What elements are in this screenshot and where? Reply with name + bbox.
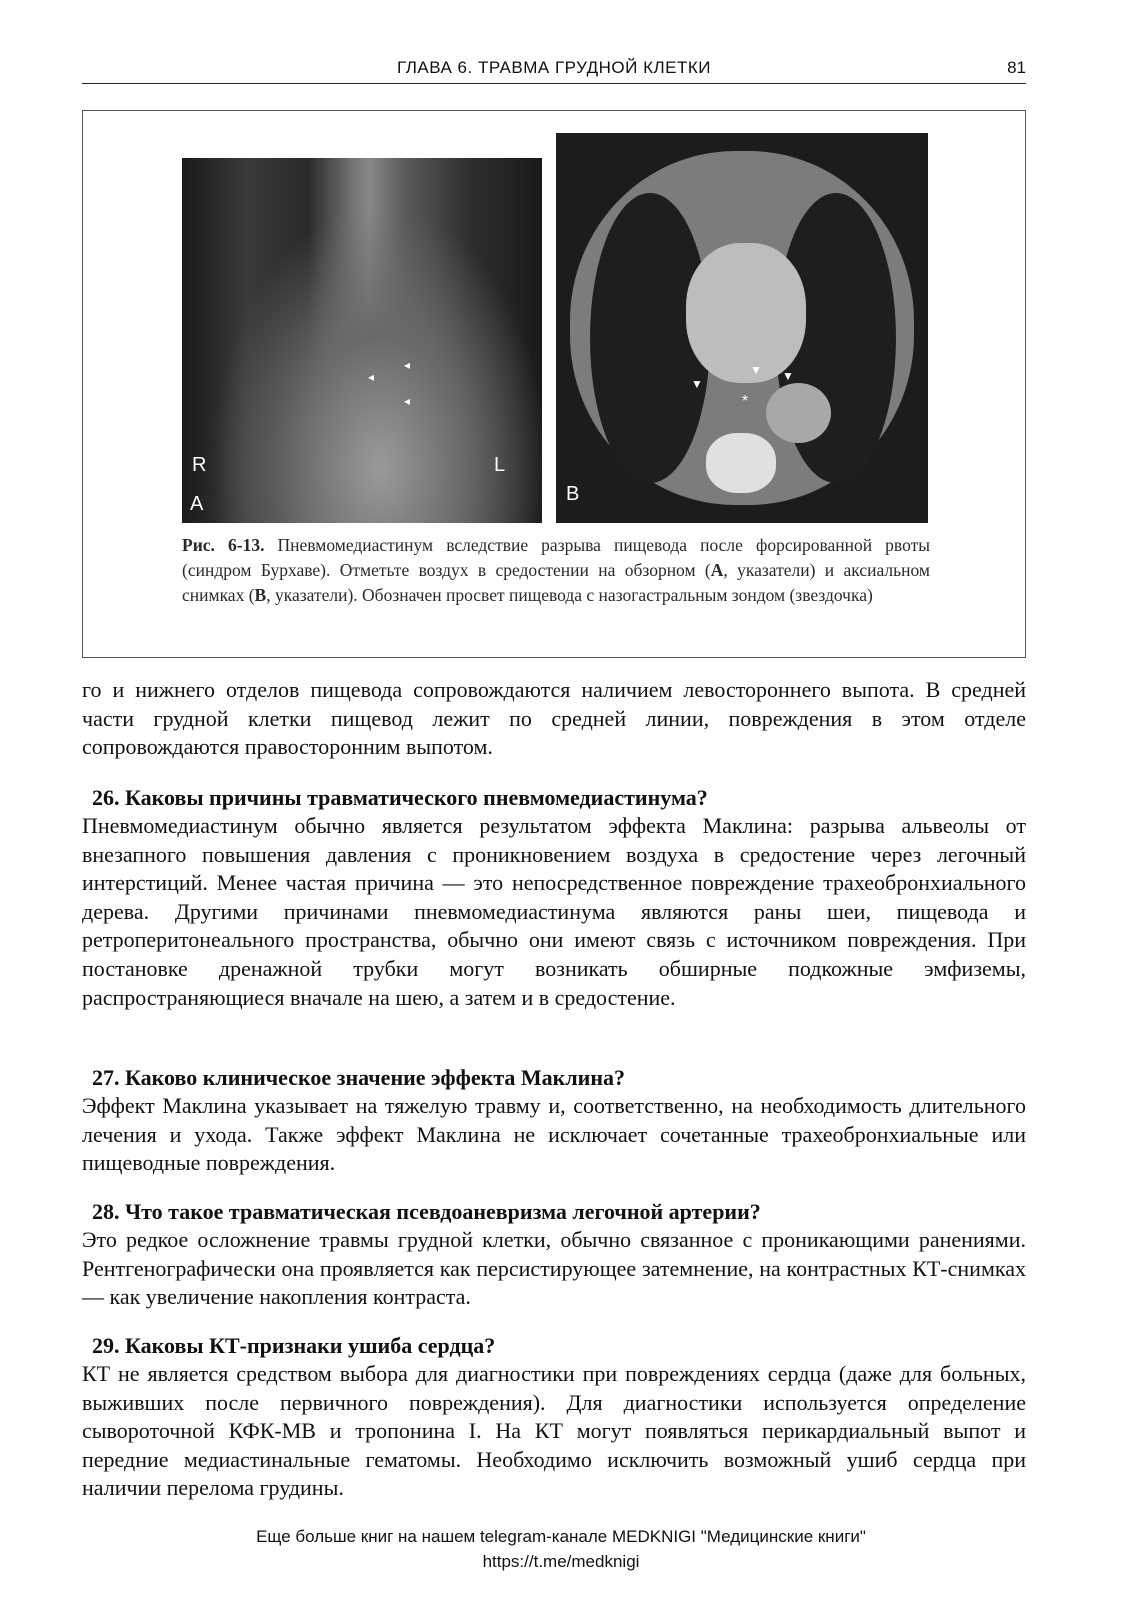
ct-panel-label: B xyxy=(566,483,580,505)
caption-text-2: , указатели) и аксиальном снимках ( xyxy=(182,560,930,605)
chest-xray-image xyxy=(182,158,542,523)
xray-label-r: R xyxy=(192,454,207,476)
answer-29: КТ не является средством выбора для диагностики при повреждениях сердца (даже для больных, выживших после первичного повреждения). Для диагностики используется определение сывороточной КФК-МВ и тропонина I. На КТ могут появляться перикардиальный выпот и передние медиастинальные гематомы. Необходимо исключить возможный ушиб сердца при наличии перелома грудины. xyxy=(82,1361,1026,1501)
arrowhead-icon: ▼ xyxy=(691,377,703,391)
caption-bold-b: В xyxy=(254,585,267,605)
caption-bold-a: А xyxy=(710,560,724,580)
axial-ct-image xyxy=(556,133,928,523)
esophagus-asterisk: * xyxy=(742,393,749,410)
footer-link[interactable]: https://t.me/medknigi xyxy=(482,1552,640,1571)
caption-text-3: , указатели). Обозначен просвет пищевода с назогастральным зондом (звездочка) xyxy=(266,585,873,605)
running-head xyxy=(82,56,1026,84)
ct-mediastinum xyxy=(686,243,806,383)
footer-promo: Еще больше книг на нашем telegram-канале MEDKNIGI "Медицинские книги" xyxy=(256,1527,866,1546)
ct-vertebra xyxy=(706,433,776,493)
caption-text-1: Пневмомедиастинум вследствие разрыва пищевода после форсированной рвоты (синдром Бурхаве). Отметьте воздух в средостении на обзорном ( xyxy=(182,535,930,580)
arrowhead-icon: ▼ xyxy=(750,363,762,377)
arrowhead-icon: ◂ xyxy=(404,394,411,408)
chapter-title: ГЛАВА 6. ТРАВМА ГРУДНОЙ КЛЕТКИ xyxy=(396,58,712,77)
caption-label: Рис. 6-13. xyxy=(182,535,265,555)
xray-label-l: L xyxy=(494,454,506,476)
answer-27: Эффект Маклина указывает на тяжелую травму и, соответственно, на необходимость длительного лечения и ухода. Также эффект Маклина не исключает сочетанные трахеобронхиальные или пищеводные повреждения. xyxy=(82,1093,1026,1176)
ct-aorta xyxy=(766,383,831,443)
question-29: 29. Каковы КТ-признаки ушиба сердца? xyxy=(92,1333,496,1358)
arrowhead-icon: ▼ xyxy=(782,369,794,383)
page-number: 81 xyxy=(1007,58,1026,77)
xray-panel-label: A xyxy=(190,493,204,515)
arrowhead-icon: ◂ xyxy=(368,370,375,384)
question-26: 26. Каковы причины травматического пневмомедиастинума? xyxy=(92,785,708,810)
intro-paragraph: го и нижнего отделов пищевода сопровождаются наличием левостороннего выпота. В средней части грудной клетки пищевод лежит по средней линии, повреждения в этом отделе сопровождаются правосторонним выпотом. xyxy=(82,677,1026,760)
figure-caption xyxy=(182,533,930,608)
figure xyxy=(82,110,1026,658)
question-27: 27. Каково клиническое значение эффекта Маклина? xyxy=(92,1065,626,1090)
answer-26: Пневмомедиастинум обычно является результатом эффекта Маклина: разрыва альвеолы от внезапного повышения давления с проникновением воздуха в средостение через легочный интерстиций. Менее частая причина — это непосредственное повреждение трахеобронхиального дерева. Другими причинами пневмомедиастинума являются раны шеи, пищевода и ретроперитонеального пространства, обычно они имеют связь с источником повреждения. При постановке дренажной трубки могут возникать обширные подкожные эмфиземы, распространяющиеся вначале на шею, а затем и в средостение. xyxy=(82,813,1026,1010)
arrowhead-icon: ◂ xyxy=(404,358,411,372)
question-28: 28. Что такое травматическая псевдоаневризма легочной артерии? xyxy=(92,1199,761,1224)
answer-28: Это редкое осложнение травмы грудной клетки, обычно связанное с проникающими ранениями. Рентгенографически она проявляется как персистирующее затемнение, на контрастных КТ-снимках — как увеличение накопления контраста. xyxy=(82,1227,1026,1310)
